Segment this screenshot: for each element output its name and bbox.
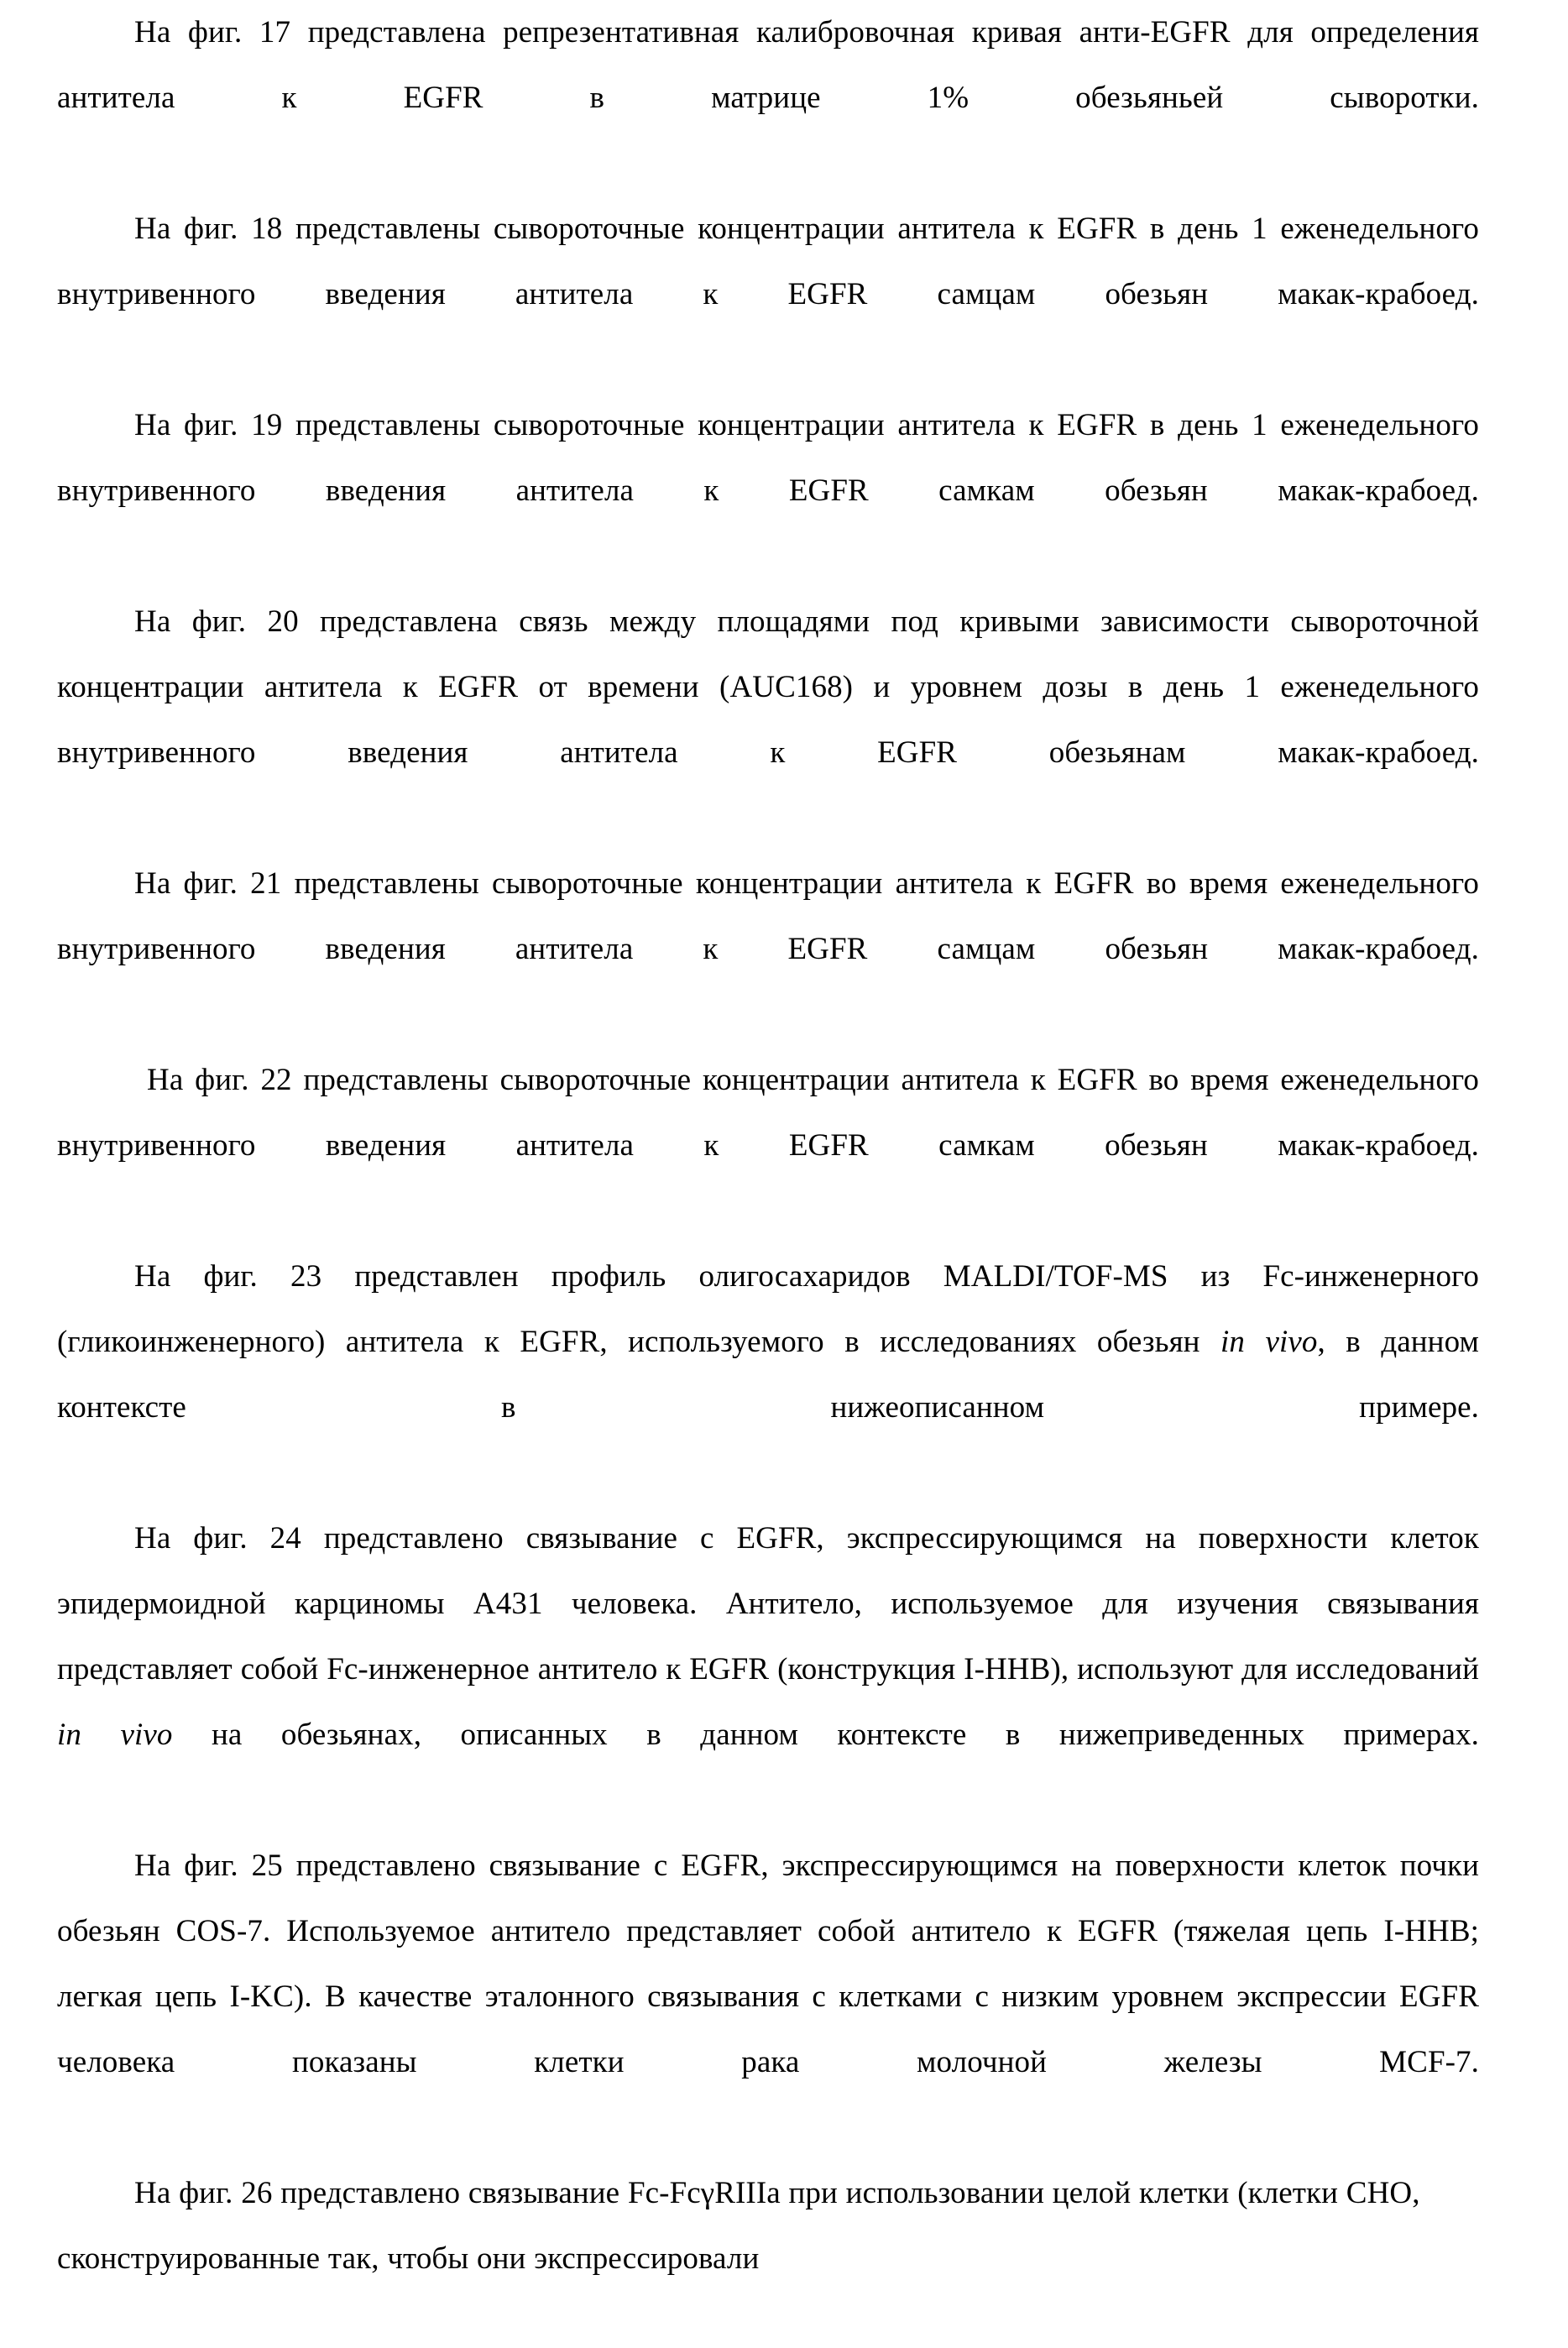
italic-term: in vivo <box>1220 1325 1318 1359</box>
paragraph-fig-19 <box>57 393 1479 589</box>
text-column <box>57 0 1479 2348</box>
paragraph-fig-26 <box>57 2161 1479 2348</box>
paragraph-text: На фиг. 22 представлены сывороточные концентрации антитела к EGFR во время еженедельного внутривенного введения антитела к EGFR самкам обезьян макак-крабоед. <box>57 1063 1479 1163</box>
paragraph-text: На фиг. 23 представлен профиль олигосахаридов MALDI/TOF-MS из Fc-инженерного (гликоинженерного) антитела к EGFR, используемого в исследованиях обезьян <box>57 1259 1479 1359</box>
paragraph-fig-25 <box>57 1833 1479 2161</box>
paragraph-text: На фиг. 19 представлены сывороточные концентрации антитела к EGFR в день 1 еженедельного внутривенного введения антитела к EGFR самкам обезьян макак-крабоед. <box>57 408 1479 508</box>
paragraph-fig-18 <box>57 196 1479 393</box>
italic-term: in vivo <box>57 1718 173 1752</box>
paragraph-fig-20 <box>57 589 1479 851</box>
paragraph-text: На фиг. 21 представлены сывороточные концентрации антитела к EGFR во время еженедельного внутривенного введения антитела к EGFR самцам обезьян макак-крабоед. <box>57 866 1479 966</box>
paragraph-text: На фиг. 18 представлены сывороточные концентрации антитела к EGFR в день 1 еженедельного внутривенного введения антитела к EGFR самцам обезьян макак-крабоед. <box>57 212 1479 311</box>
paragraph-fig-21 <box>57 851 1479 1048</box>
paragraph-text-continued: , в данном контексте в нижеописанном примере. <box>57 1325 1479 1425</box>
paragraph-text: На фиг. 20 представлена связь между площадями под кривыми зависимости сывороточной концентрации антитела к EGFR от времени (AUC168) и уровнем дозы в день 1 еженедельного внутривенного введения антитела к EGFR обезьянам макак-крабоед. <box>57 604 1479 770</box>
paragraph-fig-23 <box>57 1244 1479 1506</box>
paragraph-text: На фиг. 24 представлено связывание с EGFR, экспрессирующимся на поверхности клеток эпидермоидной карциномы A431 человека. Антитело, используемое для изучения связывания представляет собой Fc-инженерное антитело к EGFR (конструкция I-HHB), используют для исследований <box>57 1521 1479 1686</box>
paragraph-fig-17 <box>57 0 1479 196</box>
paragraph-fig-24 <box>57 1506 1479 1833</box>
paragraph-text: На фиг. 17 представлена репрезентативная калибровочная кривая анти-EGFR для определения антитела к EGFR в матрице 1% обезьяньей сыворотки. <box>57 15 1479 115</box>
paragraph-text-continued: на обезьянах, описанных в данном контексте в нижеприведенных примерах. <box>172 1718 1479 1752</box>
paragraph-text: На фиг. 25 представлено связывание с EGFR, экспрессирующимся на поверхности клеток почки обезьян COS-7. Используемое антитело представляет собой антитело к EGFR (тяжелая цепь I-HHB; легкая цепь I-KC). В качестве эталонного связывания с клетками с низким уровнем экспрессии EGFR человека показаны клетки рака молочной железы MCF-7. <box>57 1849 1479 2079</box>
paragraph-fig-22 <box>57 1048 1479 1244</box>
paragraph-text: На фиг. 26 представлено связывание Fc-FcγRIIIa при использовании целой клетки (клетки CHO, сконструированные так, чтобы они экспрессировали <box>57 2176 1420 2276</box>
